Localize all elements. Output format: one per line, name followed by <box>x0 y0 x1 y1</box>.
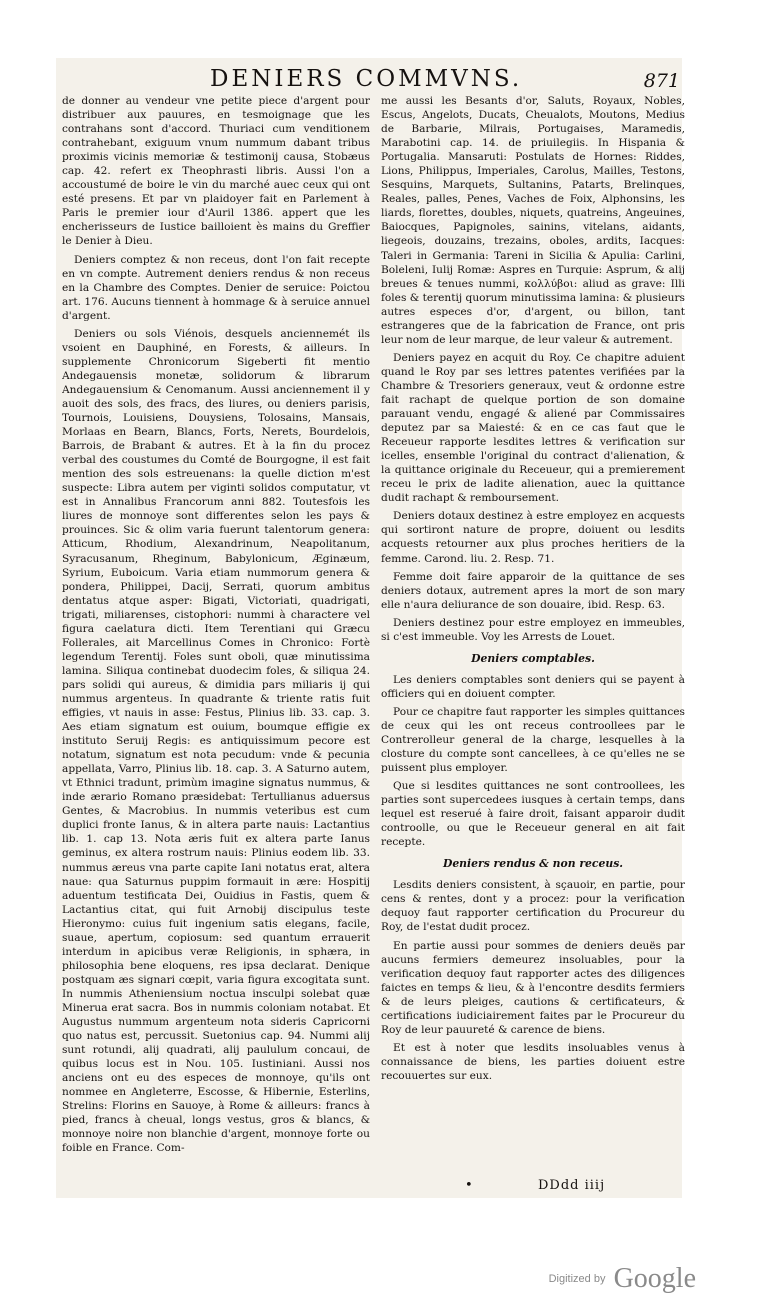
paragraph: En partie aussi pour sommes de deniers deuës par aucuns fermiers demeurez insoluables, pour la verification dequoy faut rapporter actes des diligences faictes en temps & lieu, & à l'encontre desdits fermiers & de leurs pleiges, cautions & certificateurs, & certifications iudiciairement faites par le Procureur du Roy de leur pauureté & carence de biens. <box>381 939 685 1036</box>
running-header <box>210 66 690 92</box>
signature-mark: DDdd iiij <box>538 1178 606 1193</box>
left-column <box>62 94 370 1174</box>
right-column <box>381 94 685 1174</box>
paragraph: Deniers payez en acquit du Roy. Ce chapitre aduient quand le Roy par ses lettres patentes verifiées par la Chambre & Tresoriers generaux, veut & ordonne estre fait rachapt de quelque portion de son domaine parauant vendu, engagé & aliené par Commissaires deputez par sa Maiesté: & en ce cas faut que le Receueur rapporte lesdites lettres & verification sur icelles, ensemble l'original du contract d'alienation, & la quittance originale du Receueur, qui a premierement receu le prix de ladite alienation, auec la quittance dudit rachapt & remboursement. <box>381 351 685 505</box>
paragraph: Lesdits deniers consistent, à sçauoir, en partie, pour cens & rentes, dont y a procez: pour la verification dequoy faut rapporter certification du Procureur du Roy, de l'estat dudit procez. <box>381 879 685 934</box>
paragraph: Deniers dotaux destinez à estre employez en acquests qui sortiront nature de propre, doiuent ou lesdits acquests retourner aux plus proches heritiers de la femme. Carond. liu. 2. Resp. 71. <box>381 510 685 565</box>
section-heading-rendus: Deniers rendus & non receus. <box>442 857 624 871</box>
footer-mark: • <box>465 1178 473 1193</box>
watermark-prefix: Digitized by <box>548 1273 606 1285</box>
page-number: 871 <box>643 70 680 92</box>
running-title: DENIERS COMMVNS. <box>210 66 523 92</box>
paragraph: Femme doit faire apparoir de la quittance de ses deniers dotaux, autrement apres la mort de son mary elle n'aura deliurance de son douaire, ibid. Resp. 63. <box>381 570 685 611</box>
paragraph: Et est à noter que lesdits insoluables venus à connaissance de biens, les parties doiuent estre recouuertes sur eux. <box>381 1041 685 1082</box>
section-heading-comptables: Deniers comptables. <box>471 651 595 665</box>
digitized-watermark <box>549 1263 696 1295</box>
google-logo: Google <box>613 1263 696 1294</box>
paragraph: Deniers destinez pour estre employez en immeubles, si c'est immeuble. Voy les Arrests de Louet. <box>381 616 685 643</box>
page-footer <box>400 1178 700 1196</box>
paragraph: Pour ce chapitre faut rapporter les simples quittances de ceux qui les ont receus controollees par le Contrerolleur general de la charge, lesquelles à la closture du compte sont cancellees, à ce qu'elles ne se puissent plus employer. <box>381 705 685 775</box>
paragraph: me aussi les Besants d'or, Saluts, Royaux, Nobles, Escus, Angelots, Ducats, Cheualots, Moutons, Medius de Barbarie, Milrais, Portugaises, Maramedis, Marabotini cap. 14. de priuilegiis. In Hispania & Portugalia. Mansaruti: Postulats de Hornes: Riddes, Lions, Philippus, Imperiales, Carolus, Mailles, Testons, Sesquins, Marquets, Sultanins, Patarts, Brelinques, Reales, palles, Penes, Vaches de Foix, Alphonsins, les liards, florettes, doubles, niquets, quatreins, Angeuines, Baiocques, Papignoles, sainins, vitelans, aidants, liegeois, douzains, trezains, oboles, ardits, Iacques: Taleri in Germania: Tareni in Sicilia & Apulia: Carlini, Boleleni, Iulij Romæ: Aspres en Turquie: Asprum, & alij breues & tenues nummi, κολλύβοι: aliud as grave: Illi foles & terentij quorum minutissima lamina: & plusieurs autres especes d'or, d'argent, ou billon, tant estrangeres que de la fabrication de France, ont pris leur nom de leur marque, de leur valeur & autrement. <box>381 95 685 346</box>
paragraph: Les deniers comptables sont deniers qui se payent à officiers qui en doiuent compter. <box>381 673 685 700</box>
paragraph: Deniers comptez & non receus, dont l'on fait recepte en vn compte. Autrement deniers rendus & non receus en la Chambre des Comptes. Denier de seruice: Poictou art. 176. Aucuns tiennent à hommage & à seruice annuel d'argent. <box>62 253 370 322</box>
paragraph: de donner au vendeur vne petite piece d'argent pour distribuer aux pauures, en tesmoignage que les contrahans sont d'accord. Thuriaci cum venditionem contrahebant, exiguum vnum nummum dabant tribus proximis vicinis memoriæ & testimonij causa, Stobæus cap. 42. refert ex Theophrasti libris. Aussi l'on a accoustumé de boire le vin du marché auec ceux qui ont esté presens. Et par vn plaidoyer fait en Parlement à Paris le premier iour d'Auril 1386. appert que les encherisseurs de Iustice bailloient ès mains du Greffier le Denier à Dieu. <box>62 95 370 248</box>
paragraph: Que si lesdites quittances ne sont controollees, les parties sont supercedees iusques à certain temps, dans lequel est reserué à faire droit, faisant apparoir dudit controolle, ou que le Receueur general en ait fait recepte. <box>381 780 685 849</box>
paragraph: Deniers ou sols Viénois, desquels anciennemét ils vsoient en Dauphiné, en Forests, & ailleurs. In supplemente Chronicorum Sigeberti fit mentio Andegauensis monetæ, solidorum & librarum Andegauensium & Cenomanum. Aussi anciennement il y auoit des sols, des fracs, des liures, ou deniers parisis, Tournois, Louisiens, Douysiens, Tolosains, Mansais, Morlaas en Bearn, Blancs, Forts, Nerets, Bourdelois, Barrois, de Brabant & autres. Et à la fin du procez verbal des coustumes du Comté de Bourgogne, il est fait mention des sols estreuenans: la quelle diction m'est suspecte: Libra autem per viginti solidos computatur, vt est in Annalibus Francorum anni 882. Toutesfois les liures de monnoye sont differentes selon les pays & prouinces. Sic & olim varia fuerunt talentorum genera: Atticum, Rhodium, Alexandrinum, Neapolitanum, Syracusanum, Rheginum, Babylonicum, Æginæum, Syrium, Euboicum. Varia etiam nummorum genera & pondera, Philippei, Dacij, Serrati, quorum ambitus dentatus atque asper: Bigati, Victoriati, quadrigati, trigati, miliarenses, cistophori: nummi à charactere vel figura caelatura dicti. Item Terentiani qui Græcu Follerales, ait Marcellinus Comes in Chronico: Fortè legendum Terentij. Foles sunt oboli, quæ minutissima lamina. Siliqua continebat duodecim foles, & siliqua 24. pars solidi qui aureus, & dimidia pars miliaris ij qui nummus argenteus. In quadrante & triente ratis fuit effigies, vt nauis in asse: Festus, Plinius lib. 33. cap. 3. Aes etiam signatum est ouium, boumque effigie ex instituto Seruij Regis: es antiquissimum pecore est notatum, signatum est nota pecudum: vnde & pecunia appellata, Varro, Plinius lib. 18. cap. 3. A Saturno autem, vt Ethnici tradunt, primùm imagine signatus nummus, & inde ærario Romano præsidebat: Tertullianus aduersus Gentes, & Macrobius. In nummis veteribus est cum duplici fronte Ianus, & in altera parte nauis: Lactantius lib. 1. cap 13. Nota æris fuit ex altera parte Ianus geminus, ex altera rostrum nauis: Plinius eodem lib. 33. nummus æreus vna parte capite Iani notatus erat, altera naue: qua Saturnus puppim formauit in ære: Hospitij aduentum testificata Dei, Ouidius in Fastis, quem & Lactantius citat, qui fuit Arnobij discipulus teste Hieronymo: cuius fuit ingenium satis elegans, facile, suaue, apertum, copiosum: sed quantum errauerit interdum in apicibus veræ Religionis, in sphæra, in philosophia bene eloquens, res ipsa declarat. Denique postquam æs signari cœpit, varia figura excogitata sunt. In nummis Atheniensium noctua insculpi solebat quæ Minerua erat sacra. Bos in nummis coloniam notabat. Et Augustus nummum argenteum nota sideris Capricorni quo natus est, percussit. Suetonius cap. 94. Nummi alij sunt rotundi, alij quadrati, alij paululum concaui, de quibus locus est in Nou. 105. Iustiniani. Aussi nos anciens ont eu des especes de monnoye, qu'ils ont nommee en Angleterre, Escosse, & Hibernie, Esterlins, Strelins: Florins en Sauoye, à Rome & ailleurs: francs à pied, francs à cheual, longs vestus, gros & blancs, & monnoye noire non blanchie d'argent, monnoye forte ou foible en France. Com- <box>62 327 370 1155</box>
